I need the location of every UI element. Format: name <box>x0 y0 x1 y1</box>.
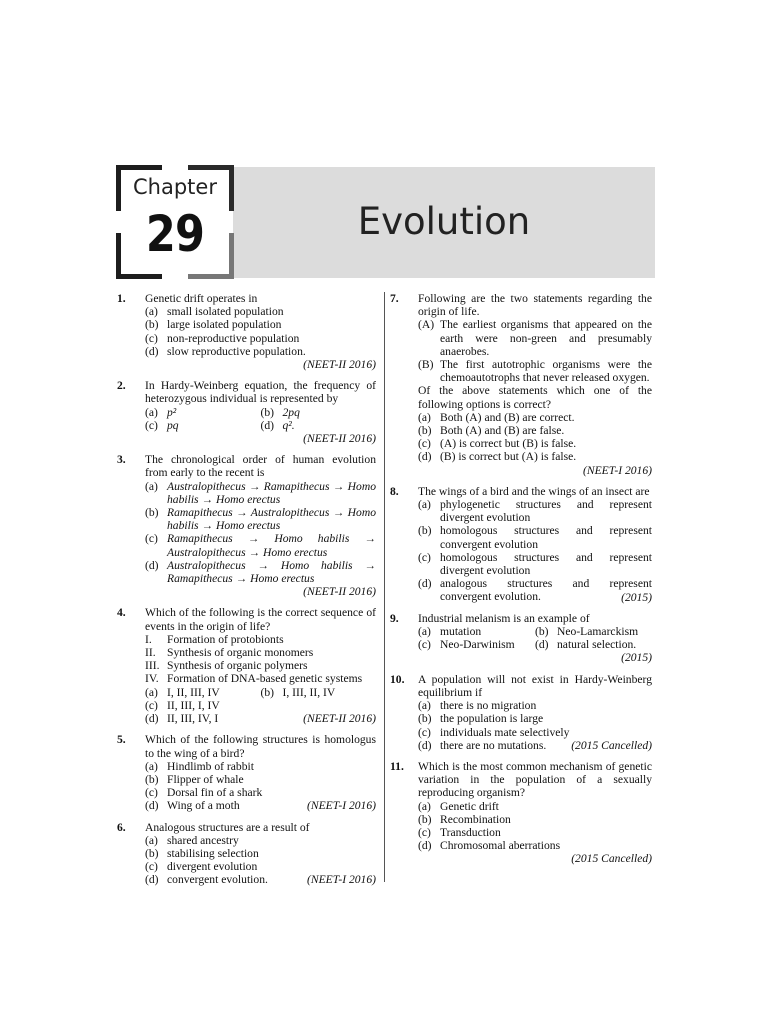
option-label: (d) <box>535 638 549 652</box>
option-text: Flipper of whale <box>167 772 244 786</box>
option-text: analogous structures and represent convergent evolution. <box>440 577 652 604</box>
question-text: Which is the most common mechanism of genetic variation in the population of a sexually reproducing organism? <box>418 759 652 800</box>
question-source: (2015) <box>621 590 652 604</box>
question-text: Following are the two statements regarding the origin of life. <box>418 292 652 319</box>
option-label: (c) <box>418 550 431 564</box>
chapter-title: Evolution <box>357 200 531 243</box>
frame-corner-bottom-right-v <box>229 233 234 279</box>
question-text: A population will not exist in Hardy-Weinberg equilibrium if <box>418 672 652 699</box>
option-d <box>418 739 652 752</box>
question-source: (2015 Cancelled) <box>571 852 652 866</box>
statement-label: (B) <box>418 358 434 372</box>
question-2 <box>117 379 376 445</box>
option-a <box>418 800 652 813</box>
option-d <box>535 638 652 651</box>
option-a <box>145 760 376 773</box>
option-b <box>261 406 377 419</box>
option-text: homologous structures and represent convergent evolution <box>440 524 652 551</box>
option-label: (d) <box>260 418 275 432</box>
option-text: stabilising selection <box>167 846 259 860</box>
option-text: individuals mate selectively <box>440 725 570 739</box>
option-a <box>418 625 535 638</box>
option-text: non-reproductive population <box>167 331 300 345</box>
option-text: Neo-Lamarckism <box>557 625 639 639</box>
option-label: (b) <box>418 524 432 538</box>
chapter-number: 29 <box>145 205 205 263</box>
option-text: Ramapithecus → Homo habilis → Australopithecus → Homo erectus <box>167 532 376 559</box>
question-number: 9. <box>390 611 399 625</box>
question-10 <box>390 673 652 752</box>
option-d <box>418 839 652 852</box>
option-label: (b) <box>145 772 159 786</box>
option-text: Both (A) and (B) are false. <box>440 424 565 438</box>
option-text: 2pq <box>282 405 300 419</box>
question-number: 2. <box>117 379 126 393</box>
option-b <box>145 318 376 331</box>
option-label: (b) <box>145 318 159 332</box>
question-followup: Of the above statements which one of the following options is correct? <box>418 384 652 411</box>
option-text: mutation <box>440 625 482 639</box>
option-a <box>145 406 261 419</box>
option-b <box>418 712 652 725</box>
option-label: (a) <box>418 625 431 639</box>
option-c <box>145 532 376 558</box>
option-label: (a) <box>145 305 158 319</box>
option-b <box>145 506 376 532</box>
option-text: divergent evolution <box>167 860 258 874</box>
event-iv <box>145 672 376 685</box>
question-source: (NEET-II 2016) <box>303 358 376 372</box>
question-3 <box>117 453 376 598</box>
question-text: Analogous structures are a result of <box>145 820 310 834</box>
frame-corner-bottom-left <box>116 274 162 279</box>
column-divider <box>384 292 385 882</box>
option-d <box>145 345 376 358</box>
option-label: (c) <box>145 860 158 874</box>
option-text: phylogenetic structures and represent divergent evolution <box>440 498 652 525</box>
question-number: 3. <box>117 453 126 467</box>
event-text: Synthesis of organic polymers <box>167 659 308 673</box>
option-label: (a) <box>418 498 431 512</box>
event-text: Formation of DNA-based genetic systems <box>167 672 363 686</box>
option-label: (d) <box>418 450 432 464</box>
option-b <box>261 686 377 699</box>
option-label: (d) <box>418 577 432 591</box>
option-text: the population is large <box>440 712 544 726</box>
option-label: (b) <box>260 405 275 419</box>
option-text: Australopithecus → Ramapithecus → Homo habilis → Homo erectus <box>167 479 376 506</box>
option-d <box>145 799 376 812</box>
option-a <box>418 699 652 712</box>
option-c <box>145 860 376 873</box>
chapter-box <box>116 165 234 279</box>
frame-corner-top-right <box>188 165 234 170</box>
option-c <box>418 551 652 577</box>
question-number: 10. <box>390 672 405 686</box>
option-label: (c) <box>418 725 431 739</box>
option-label: (d) <box>418 738 432 752</box>
option-text: Dorsal fin of a shark <box>167 786 263 800</box>
question-number: 6. <box>117 820 126 834</box>
option-a <box>145 480 376 506</box>
option-label: (d) <box>145 712 159 726</box>
option-text: shared ancestry <box>167 833 239 847</box>
question-source: (NEET-I 2016) <box>306 799 376 813</box>
question-text: Industrial melanism is an example of <box>418 611 590 625</box>
option-label: (d) <box>145 344 159 358</box>
question-source: (2015 Cancelled) <box>571 738 652 752</box>
question-source: (NEET-II 2016) <box>303 432 376 446</box>
option-text: small isolated population <box>167 305 284 319</box>
option-text: I, II, III, IV <box>167 685 220 699</box>
option-c <box>145 699 376 712</box>
option-b <box>145 773 376 786</box>
option-label: (a) <box>145 833 158 847</box>
question-9 <box>390 612 652 665</box>
event-i <box>145 633 376 646</box>
option-text: q². <box>282 418 295 432</box>
option-text: Neo-Darwinism <box>440 638 515 652</box>
event-ii <box>145 646 376 659</box>
event-label: II. <box>145 646 156 660</box>
option-label: (b) <box>260 685 275 699</box>
option-c <box>418 437 652 450</box>
statement-text: The earliest organisms that appeared on the earth were non-green and presumably anaerobes. <box>440 318 652 358</box>
option-label: (c) <box>418 825 431 839</box>
question-source: (NEET-II 2016) <box>303 712 376 726</box>
question-8 <box>390 485 652 604</box>
option-text: Transduction <box>440 825 501 839</box>
option-label: (c) <box>145 418 158 432</box>
option-text: Chromosomal aberrations <box>440 839 561 853</box>
option-text: Recombination <box>440 812 511 826</box>
option-text: homologous structures and represent divergent evolution <box>440 550 652 578</box>
option-label: (b) <box>418 812 432 826</box>
option-a <box>145 305 376 318</box>
option-text: Hindlimb of rabbit <box>167 759 254 773</box>
event-label: I. <box>145 632 152 646</box>
option-text: (B) is correct but (A) is false. <box>440 450 577 464</box>
option-text: convergent evolution. <box>167 873 268 887</box>
option-d <box>145 712 376 725</box>
event-label: III. <box>145 659 160 673</box>
option-label: (a) <box>418 410 431 424</box>
option-text: there are no mutations. <box>440 738 547 752</box>
frame-corner-top-left <box>116 165 162 170</box>
option-text: there is no migration <box>440 699 537 713</box>
option-c <box>418 826 652 839</box>
option-c <box>145 786 376 799</box>
option-label: (a) <box>418 699 431 713</box>
option-label: (a) <box>145 479 158 493</box>
frame-corner-bottom-right <box>188 274 234 279</box>
option-b <box>535 625 652 638</box>
option-label: (d) <box>145 873 159 887</box>
question-source: (NEET-II 2016) <box>303 585 376 599</box>
option-label: (c) <box>418 437 431 451</box>
option-c <box>418 726 652 739</box>
question-6 <box>117 821 376 887</box>
question-text: Which of the following structures is homologus to the wing of a bird? <box>145 733 376 760</box>
question-text: The wings of a bird and the wings of an insect are <box>418 484 650 498</box>
option-label: (b) <box>535 625 549 639</box>
option-b <box>418 524 652 550</box>
question-text: In Hardy-Weinberg equation, the frequency of heterozygous individual is represented by <box>145 379 376 406</box>
option-b <box>145 847 376 860</box>
option-label: (a) <box>145 685 158 699</box>
option-text: I, III, II, IV <box>282 685 336 699</box>
option-label: (c) <box>418 638 431 652</box>
option-text: Ramapithecus → Australopithecus → Homo habilis → Homo erectus <box>167 506 376 533</box>
option-label: (b) <box>145 506 159 520</box>
option-a <box>145 686 261 699</box>
option-label: (a) <box>418 799 431 813</box>
option-b <box>418 813 652 826</box>
option-text: large isolated population <box>167 318 282 332</box>
option-text: II, III, IV, I <box>167 712 219 726</box>
option-text: II, III, I, IV <box>167 698 220 712</box>
option-a <box>418 498 652 524</box>
option-text: Both (A) and (B) are correct. <box>440 410 575 424</box>
question-text: Which of the following is the correct sequence of events in the origin of life? <box>145 606 376 633</box>
left-column <box>117 292 376 895</box>
option-a <box>145 834 376 847</box>
question-7 <box>390 292 652 477</box>
option-text: Wing of a moth <box>167 799 240 813</box>
option-label: (d) <box>145 558 159 572</box>
question-number: 1. <box>117 292 126 305</box>
option-label: (d) <box>418 839 432 853</box>
right-column <box>390 292 652 874</box>
question-1 <box>117 292 376 371</box>
option-d <box>418 450 652 463</box>
question-source: (NEET-I 2016) <box>582 463 652 477</box>
question-source: (2015) <box>621 651 652 665</box>
question-number: 11. <box>390 759 404 773</box>
option-d <box>261 419 377 432</box>
option-d <box>145 873 376 886</box>
question-source: (NEET-I 2016) <box>306 873 376 887</box>
option-text: Australopithecus → Homo habilis → Ramapithecus → Homo erectus <box>167 558 376 586</box>
question-number: 4. <box>117 606 126 620</box>
option-text: Genetic drift <box>440 799 499 813</box>
event-iii <box>145 659 376 672</box>
option-label: (c) <box>145 532 158 546</box>
event-text: Formation of protobionts <box>167 632 284 646</box>
option-label: (c) <box>145 331 158 345</box>
option-c <box>145 419 261 432</box>
option-text: slow reproductive population. <box>167 344 306 358</box>
option-text: pq <box>167 418 179 432</box>
option-label: (b) <box>418 424 432 438</box>
option-text: p² <box>167 405 177 419</box>
question-number: 7. <box>390 292 399 305</box>
option-label: (d) <box>145 799 159 813</box>
option-label: (c) <box>145 698 158 712</box>
question-number: 8. <box>390 484 399 498</box>
option-label: (a) <box>145 405 158 419</box>
question-text: Genetic drift operates in <box>145 292 258 305</box>
option-a <box>418 411 652 424</box>
option-d <box>418 577 652 603</box>
question-11 <box>390 760 652 866</box>
question-text: The chronological order of human evolution from early to the recent is <box>145 453 376 480</box>
chapter-label: Chapter <box>133 175 217 199</box>
statement-text: The first autotrophic organisms were the chemoautotrophs that never released oxygen. <box>440 358 652 385</box>
option-c <box>418 638 535 651</box>
statement-b <box>418 358 652 384</box>
option-text: natural selection. <box>557 638 637 652</box>
question-4 <box>117 606 376 725</box>
option-b <box>418 424 652 437</box>
option-c <box>145 332 376 345</box>
statement-label: (A) <box>418 318 435 332</box>
event-text: Synthesis of organic monomers <box>167 646 314 660</box>
frame-corner-bottom-left-v <box>116 233 121 279</box>
option-label: (b) <box>418 712 432 726</box>
question-number: 5. <box>117 733 126 747</box>
option-text: (A) is correct but (B) is false. <box>440 437 577 451</box>
option-label: (a) <box>145 759 158 773</box>
option-d <box>145 559 376 585</box>
event-label: IV. <box>145 672 159 686</box>
question-5 <box>117 733 376 812</box>
statement-a <box>418 318 652 358</box>
option-label: (b) <box>145 846 159 860</box>
option-label: (c) <box>145 786 158 800</box>
